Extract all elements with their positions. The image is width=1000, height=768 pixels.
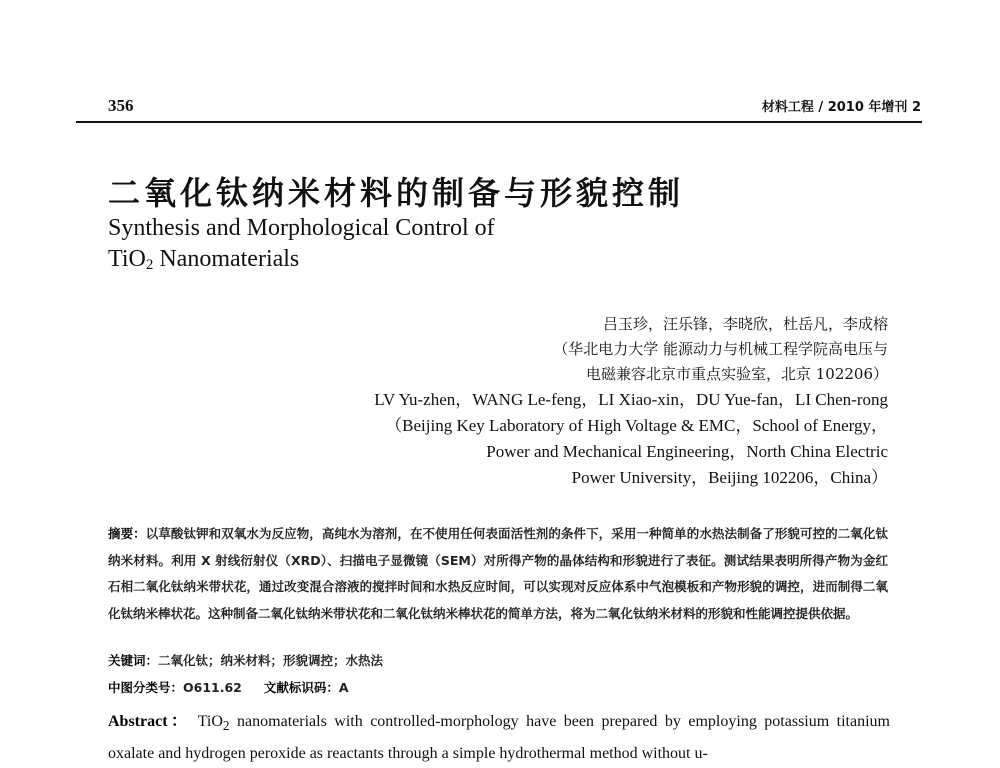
abstract-chinese-text: 以草酸钛钾和双氧水为反应物，高纯水为溶剂，在不使用任何表面活性剂的条件下，采用一种简单的水热法制备了形貌可控的二氧化钛纳米材料。利用 X 射线衍射仪（XRD）、扫描电子显微镜（SEM）对所得产物的晶体结构和形貌进行了表征。测试结果表明所得产物为金红石相二氧化钛纳米带状花，通过改变混合溶液的搅拌时间和水热反应时间，可以实现对反应体系中气泡模板和产物形貌的调控，进而制得二氧化钛纳米棒状花。这种制备二氧化钛纳米带状花和二氧化钛纳米棒状花的简单方法，将为二氧化钛纳米材料的形貌和性能调控提供依据。	[108, 526, 888, 621]
title-english-line2-pre: TiO	[108, 246, 146, 272]
affiliation-english-2: Power and Mechanical Engineering，North China Electric	[486, 442, 888, 461]
abstract-english	[108, 708, 890, 768]
classification	[108, 678, 349, 696]
abstract-english-text-pre: TiO	[190, 713, 223, 730]
title-english-line2-post: Nanomaterials	[153, 246, 300, 272]
abstract-english-text-post: nanomaterials with controlled-morphology have been prepared by employing potassium titanium oxalate and hydrogen peroxide as reactants through a simple hydrothermal method without u-	[108, 713, 890, 763]
keywords-label: 关键词：	[108, 653, 159, 668]
title-english-subscript: 2	[145, 257, 154, 273]
title-english	[108, 213, 628, 275]
page-number: 356	[108, 96, 134, 115]
affiliation-english-3: Power University，Beijing 102206，China）	[571, 468, 888, 487]
keywords-text: 二氧化钛；纳米材料；形貌调控；水热法	[158, 653, 384, 668]
abstract-chinese-label: 摘要：	[108, 526, 146, 541]
authors-chinese: 吕玉珍，汪乐锋，李晓欣，杜岳凡，李成榕	[602, 315, 888, 333]
doc-code-label: 文献标识码：	[263, 680, 339, 695]
header-rule	[76, 121, 922, 123]
clc-label: 中图分类号：	[108, 680, 184, 695]
clc-value: O611.62	[183, 680, 242, 695]
title-english-line1: Synthesis and Morphological Control of	[108, 215, 495, 241]
affiliation-english-1: （Beijing Key Laboratory of High Voltage & EMC，School of Energy，	[385, 416, 888, 435]
affiliation-chinese-1: （华北电力大学 能源动力与机械工程学院高电压与	[553, 340, 888, 358]
keywords	[108, 651, 383, 669]
doc-code-value: A	[338, 680, 349, 695]
abstract-english-label: Abstract：	[108, 713, 191, 730]
abstract-english-subscript: 2	[222, 718, 230, 734]
author-block	[248, 312, 888, 491]
title-chinese: 二氧化钛纳米材料的制备与形貌控制	[108, 174, 685, 212]
affiliation-chinese-2: 电磁兼容北京市重点实验室，北京 102206）	[585, 365, 888, 383]
journal-header: 材料工程 / 2010 年增刊 2	[761, 100, 921, 115]
authors-english: LV Yu-zhen，WANG Le-feng，LI Xiao-xin，DU Yue-fan，LI Chen-rong	[374, 390, 888, 409]
abstract-chinese	[108, 521, 888, 627]
